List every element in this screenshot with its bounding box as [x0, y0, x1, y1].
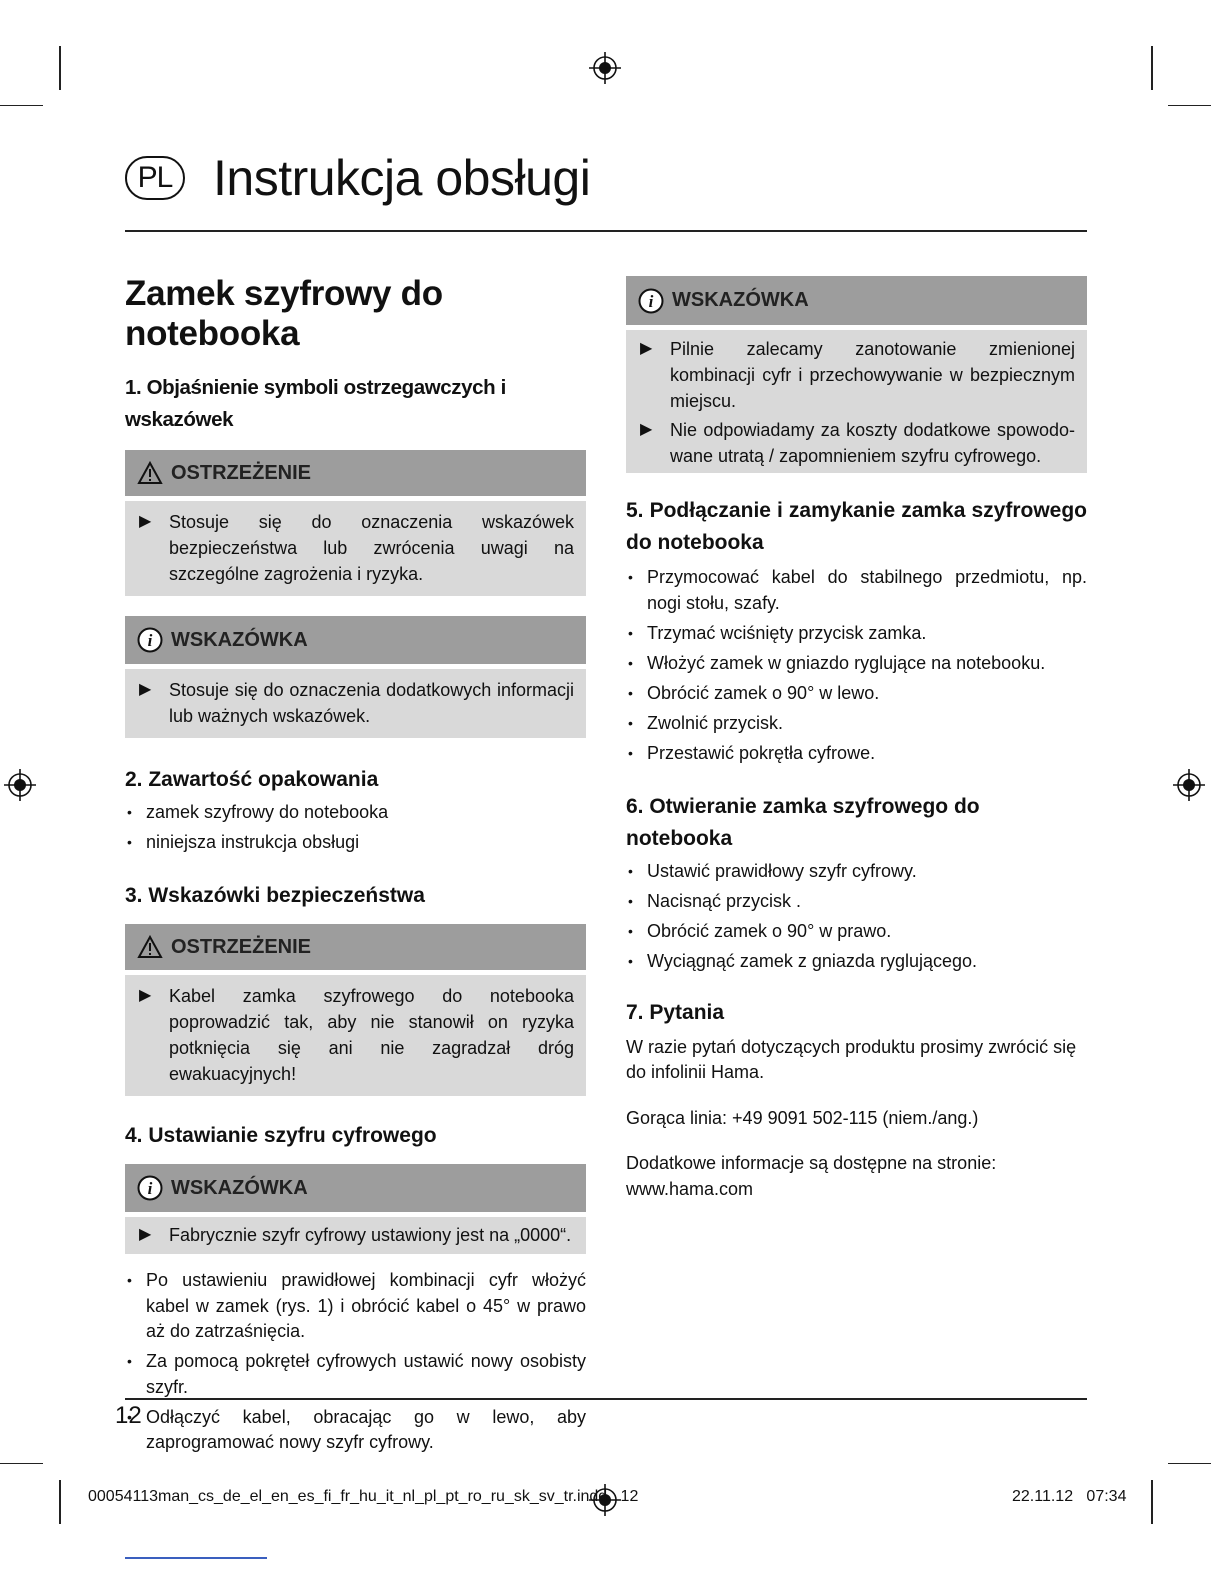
open-steps-list — [626, 859, 1087, 975]
connect-steps-list — [626, 565, 1087, 766]
warning-triangle-icon — [137, 934, 163, 960]
document-title: Zamek szyfrowy do notebooka — [125, 274, 443, 353]
note-box-header — [125, 616, 586, 664]
list-item: • Wyciągnąć zamek z gniazda ryglującego. — [626, 949, 1087, 975]
info-icon — [137, 1175, 163, 1201]
bullet-arrow-icon: ▶ — [640, 421, 653, 438]
note-text: Stosuje się do oznaczenia dodatkowych informacji lub ważnych wskazówek. — [169, 680, 574, 726]
bullet-arrow-icon: ▶ — [640, 340, 653, 357]
section-5-heading: 5. Podłączanie i zamykanie zamka szyfrowego do notebooka — [626, 499, 1087, 554]
note-label: WSKAZÓWKA — [672, 289, 809, 311]
list-item: • zamek szyfrowy do notebooka — [125, 800, 586, 826]
warning-label: OSTRZEŻENIE — [171, 935, 312, 958]
section-6-heading: 6. Otwieranie zamka szyfrowego do notebooka — [626, 794, 980, 850]
list-item: • niniejsza instrukcja obsługi — [125, 830, 586, 856]
crop-mark — [1168, 1463, 1211, 1464]
list-item: • Włożyć zamek w gniazdo ryglujące na notebooku. — [626, 651, 1087, 677]
list-item: • Nacisnąć przycisk . — [626, 889, 1087, 915]
registration-mark-icon — [4, 769, 36, 801]
note-text: Fabrycznie szyfr cyfrowy ustawiony jest na „0000“. — [169, 1225, 572, 1245]
warning-box-body — [125, 975, 586, 1096]
page-title: Instrukcja obsługi — [213, 150, 591, 206]
language-badge: PL — [125, 156, 185, 200]
note-text: Nie odpowiadamy za koszty dodatkowe spowodo-wane utratą / zapomnieniem szyfru cyfrowego. — [670, 420, 1075, 466]
note-box-header — [626, 276, 1087, 325]
bullet-arrow-icon: ▶ — [139, 1226, 152, 1243]
list-item: • Za pomocą pokręteł cyfrowych ustawić nowy osobisty szyfr. — [125, 1349, 586, 1400]
print-slug-date: 22.11.12 07:34 — [1012, 1488, 1127, 1505]
warning-label: OSTRZEŻENIE — [171, 461, 312, 484]
warning-text: Kabel zamka szyfrowego do notebooka poprowadzić tak, aby nie stanowił on ryzyka potknięcia się ani nie zagradzał dróg ewakuacyjnych! — [169, 986, 574, 1084]
note-box-body — [125, 669, 586, 738]
crop-mark — [1151, 46, 1153, 90]
section-4-heading: 4. Ustawianie szyfru cyfrowego — [125, 1124, 437, 1147]
list-item: • Ustawić prawidłowy szyfr cyfrowy. — [626, 859, 1087, 885]
crop-mark — [1168, 105, 1211, 106]
section-7-heading: 7. Pytania — [626, 1000, 725, 1024]
svg-text:i: i — [147, 1179, 153, 1198]
crop-mark — [59, 1480, 61, 1524]
crop-mark — [1151, 1480, 1153, 1524]
bullet-arrow-icon: ▶ — [139, 513, 152, 530]
list-item: • Po ustawieniu prawidłowej kombinacji cyfr włożyć kabel w zamek (rys. 1) i obrócić kabel o 45° w prawo aż do zatrzaśnięcia. — [125, 1268, 586, 1345]
section-2-heading: 2. Zawartość opakowania — [125, 768, 379, 791]
more-info-text: Dodatkowe informacje są dostępne na stronie: www.hama.com — [626, 1153, 997, 1199]
note-label: WSKAZÓWKA — [171, 628, 308, 651]
right-column — [626, 276, 1087, 1202]
list-item: • Przymocować kabel do stabilnego przedmiotu, np. nogi stołu, szafy. — [626, 565, 1087, 616]
bottom-link-line — [125, 1557, 267, 1559]
svg-text:i: i — [147, 631, 153, 650]
warning-box-header — [125, 450, 586, 496]
svg-text:i: i — [648, 291, 654, 311]
warning-text: Stosuje się do oznaczenia wskazówek bezpieczeństwa lub zwrócenia uwagi na szczególne zagrożenia i ryzyka. — [169, 512, 574, 584]
page-header — [125, 148, 590, 208]
list-item: • Trzymać wciśnięty przycisk zamka. — [626, 621, 1087, 647]
crop-mark — [0, 1463, 43, 1464]
page-number: 12 — [115, 1402, 142, 1429]
crop-mark — [59, 46, 61, 90]
note-box-body — [626, 330, 1087, 473]
list-item: • Zwolnić przycisk. — [626, 711, 1087, 737]
section-3-heading: 3. Wskazówki bezpieczeństwa — [125, 884, 425, 907]
hotline-text: Gorąca linia: +49 9091 502-115 (niem./ang.) — [626, 1107, 979, 1128]
warning-box-header — [125, 924, 586, 970]
bullet-arrow-icon: ▶ — [139, 987, 152, 1004]
section-1-heading: 1. Objaśnienie symboli ostrzegawczych i wskazówek — [125, 376, 506, 431]
registration-mark-icon — [1173, 769, 1205, 801]
list-item: • Odłączyć kabel, obracając go w lewo, aby zaprogramować nowy szyfr cyfrowy. — [125, 1405, 586, 1456]
header-rule — [125, 230, 1087, 232]
list-item: • Przestawić pokrętła cyfrowe. — [626, 741, 1087, 767]
note-box-header — [125, 1164, 586, 1212]
bullet-arrow-icon: ▶ — [139, 681, 152, 698]
print-slug-filename: 00054113man_cs_de_el_en_es_fi_fr_hu_it_nl_pl_pt_ro_ru_sk_sv_tr.indd 12 — [88, 1488, 639, 1505]
crop-mark — [0, 105, 43, 106]
note-text: Pilnie zalecamy zanotowanie zmienionej kombinacji cyfr i przechowywanie w bezpiecznym miejscu. — [670, 339, 1075, 411]
info-icon — [137, 627, 163, 653]
left-column — [125, 274, 586, 1460]
note-label: WSKAZÓWKA — [171, 1176, 308, 1199]
warning-box-body — [125, 501, 586, 596]
info-icon — [638, 288, 664, 314]
footer-rule — [125, 1398, 1087, 1400]
warning-triangle-icon — [137, 460, 163, 486]
note-box-body — [125, 1217, 586, 1254]
registration-mark-icon — [589, 52, 621, 84]
list-item: • Obrócić zamek o 90° w prawo. — [626, 919, 1087, 945]
list-item: • Obrócić zamek o 90° w lewo. — [626, 681, 1087, 707]
package-contents-list — [125, 800, 586, 856]
questions-text: W razie pytań dotyczących produktu prosimy zwrócić się do infolinii Hama. — [626, 1036, 1077, 1082]
code-setup-steps-list — [125, 1268, 586, 1456]
